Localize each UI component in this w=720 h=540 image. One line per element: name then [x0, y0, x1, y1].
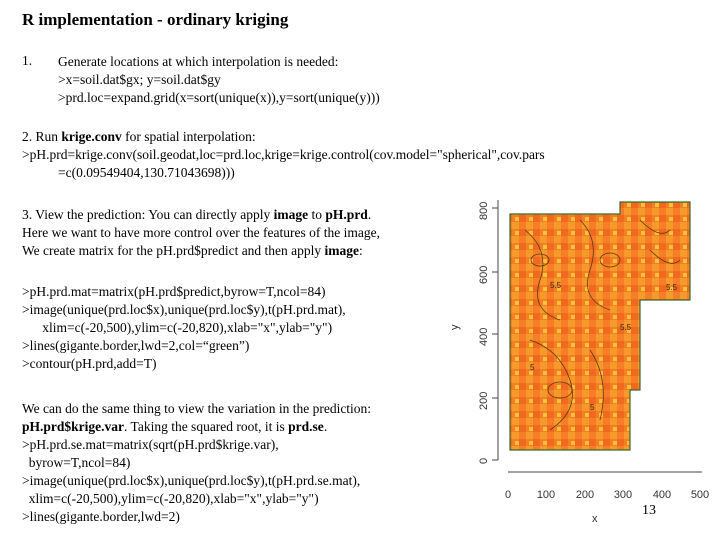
y-tick	[478, 266, 498, 284]
step4-code: >pH.prd.se.mat=matrix(sqrt(pH.prd$krige.var),	[22, 437, 279, 452]
step2-heading	[22, 128, 545, 146]
code-line: >lines(gigante.border,lwd=2,col=“green”)	[22, 338, 250, 353]
step3-text: We create matrix for the pH.prd$predict and then apply	[22, 243, 325, 258]
y-tick	[478, 392, 498, 410]
y-tick	[478, 458, 498, 464]
step3-bold: pH.prd	[325, 207, 368, 222]
step1-line: >prd.loc=expand.grid(x=sort(unique(x)),y=sort(unique(y)))	[58, 90, 380, 105]
code-line: >pH.prd.mat=matrix(pH.prd$predict,byrow=T,ncol=84)	[22, 284, 326, 299]
contour-label: 5	[530, 363, 535, 372]
step2-text: 2. Run	[22, 129, 62, 144]
x-tick: 400	[652, 489, 672, 501]
y-tick	[478, 202, 498, 220]
step4-bold: prd.se	[288, 419, 324, 434]
x-tick: 300	[613, 489, 633, 501]
y-tick	[478, 328, 498, 346]
step2-code: >pH.prd=krige.conv(soil.geodat,loc=prd.loc,krige=krige.control(cov.model="spherical",cov.pars	[22, 147, 545, 162]
step2-text: for spatial interpolation:	[121, 129, 256, 144]
svg-text:0: 0	[478, 457, 490, 464]
step2-function: krige.conv	[61, 129, 122, 144]
svg-text:600: 600	[478, 265, 490, 284]
x-tick: 500	[690, 489, 710, 501]
step3-line: Here we want to have more control over the features of the image,	[22, 225, 380, 240]
step4-block	[22, 400, 371, 526]
step2-block	[22, 128, 545, 182]
code-line: >contour(pH.prd,add=T)	[22, 356, 157, 371]
x-axis-label: x	[592, 513, 598, 525]
step4-code: xlim=c(-20,500),ylim=c(-20,820),xlab="x",ylab="y")	[22, 491, 319, 506]
step4-code: >image(unique(prd.loc$x),unique(prd.loc$y),t(pH.prd.se.mat),	[22, 473, 361, 488]
x-tick: 0	[504, 489, 512, 501]
svg-text:400: 400	[478, 327, 490, 346]
step4-bold: pH.prd$krige.var	[22, 419, 125, 434]
step3-line	[22, 206, 380, 224]
step3-bold: image	[324, 243, 360, 258]
svg-text:200: 200	[478, 391, 490, 410]
step2-code: =c(0.09549404,130.71043698)))	[58, 165, 235, 180]
x-tick: 200	[575, 489, 595, 501]
step4-line: We can do the same thing to view the variation in the prediction:	[22, 401, 372, 416]
code-line: >image(unique(prd.loc$x),unique(prd.loc$y),t(pH.prd.mat),	[22, 302, 346, 317]
step4-code: >lines(gigante.border,lwd=2)	[22, 509, 180, 524]
contour-label: 5.5	[620, 323, 632, 332]
prediction-surface	[510, 202, 690, 450]
step1-block	[58, 53, 380, 107]
code-block	[22, 283, 346, 373]
step4-text: . Taking the squared root, it is	[124, 419, 289, 434]
step4-text: .	[323, 419, 328, 434]
svg-text:800: 800	[478, 201, 490, 220]
step3-bold: image	[273, 207, 309, 222]
step1-line: >x=soil.dat$gx; y=soil.dat$gy	[58, 72, 221, 87]
kriging-prediction-plot	[449, 180, 715, 530]
contour-label: 5.5	[666, 283, 678, 292]
step3-line	[22, 242, 380, 260]
slide-title: R implementation - ordinary kriging	[22, 10, 289, 29]
step4-code: byrow=T,ncol=84)	[22, 455, 131, 470]
y-axis-label: y	[449, 324, 461, 330]
step3-text: :	[359, 243, 363, 258]
page-number: 13	[642, 503, 656, 518]
step1-number: 1.	[22, 53, 33, 68]
step3-text: to	[308, 207, 326, 222]
step3-block	[22, 206, 380, 260]
code-line: xlim=c(-20,500),ylim=c(-20,820),xlab="x",ylab="y")	[22, 320, 333, 335]
contour-label: 5	[590, 403, 595, 412]
step1-line: Generate locations at which interpolation is needed:	[58, 54, 339, 69]
contour-label: 5.5	[550, 281, 562, 290]
step4-line	[22, 418, 371, 436]
step3-text: .	[367, 207, 372, 222]
x-tick: 100	[536, 489, 556, 501]
step3-text: 3. View the prediction: You can directly apply	[22, 207, 274, 222]
